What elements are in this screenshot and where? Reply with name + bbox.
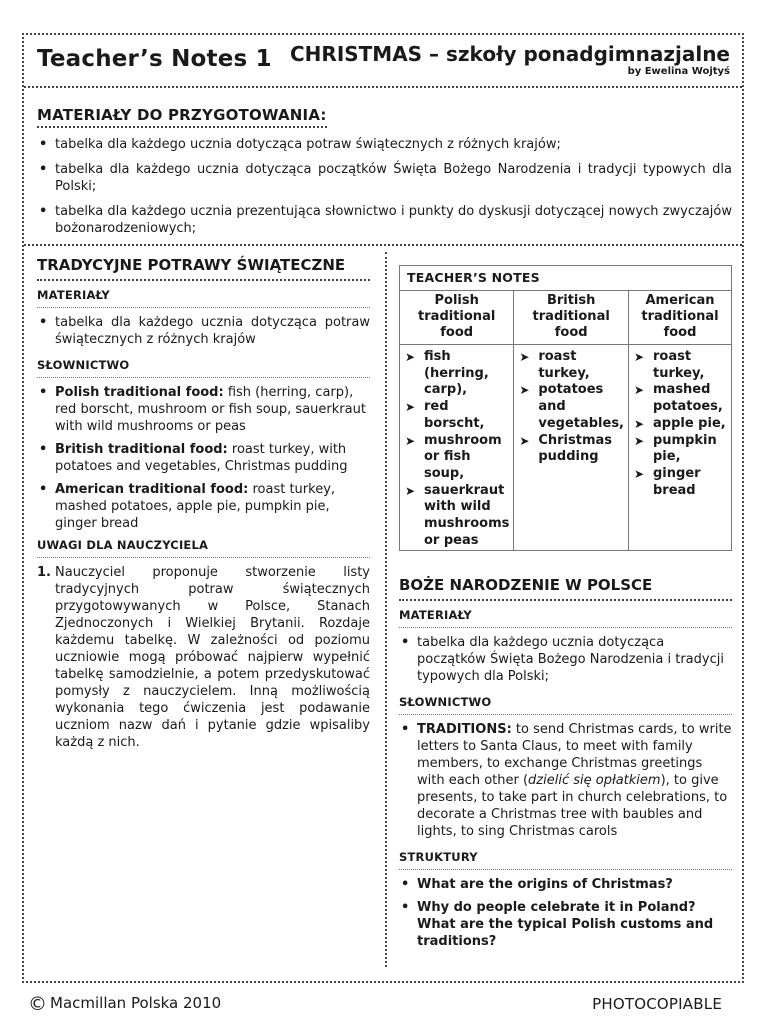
vocab-text: fish (herring, carp), red borscht, mushroom or fish soup, sauerkraut with wild mushrooms or peas [55,385,366,434]
item-text: ginger bread [653,465,701,498]
christmas-section-title: BOŻE NARODZENIE W POLSCE [399,576,653,594]
structures-list [399,876,732,950]
list-item [37,441,370,475]
materials-list [37,136,732,245]
vocab-italic: dzielić się opłatkiem [528,773,661,788]
christmas-materials-list [399,634,732,685]
copyright-icon: © [28,993,47,1015]
table-item [634,349,727,382]
arrow-bullet-icon: ➤ [634,416,645,431]
item-text: sauerkraut with wild mushrooms or peas [424,482,510,548]
section-divider [24,244,742,246]
table-column-british [514,291,629,551]
arrow-bullet-icon: ➤ [405,350,416,364]
vocab-text: to send Christmas cards, to write letters to Santa Claus, to meet with family members, to exchange Christmas greetings with each other ( [417,722,732,788]
header-text: Polish traditional food [418,293,496,340]
arrow-bullet-icon: ➤ [405,433,416,448]
table-column-polish [400,291,514,551]
christmas-vocab-heading: SŁOWNICTWO [399,695,492,709]
table-cell [400,345,513,549]
table-cell [514,345,628,466]
food-vocab-list [37,384,370,532]
table-item [519,382,624,432]
table-item [405,349,509,399]
arrow-bullet-icon: ➤ [519,383,530,398]
heading-rule [399,714,732,715]
header-text: American traditional food [641,293,719,340]
copyright-notice [28,993,221,1015]
list-item [37,481,370,532]
heading-rule [37,307,370,308]
item-text: apple pie, [653,415,726,431]
teacher-notes-list [37,564,370,751]
item-text: roast turkey, [653,349,705,381]
teacher-notes-title: Teacher’s Notes 1 [37,46,272,72]
arrow-bullet-icon: ➤ [405,483,416,498]
table-item [405,433,509,483]
item-text: Christmas pudding [538,432,613,465]
vocab-text: roast turkey, with potatoes and vegetables, Christmas pudding [55,442,348,474]
teachers-notes-table [399,265,732,551]
table-item [634,433,727,466]
list-item: • tabelka dla każdego ucznia prezentująca słownictwo i punkty do dyskusji dotyczącej nowych zwyczajów bożonarodzeniowych; [37,203,732,237]
arrow-bullet-icon: ➤ [634,350,645,364]
teacher-notes-heading: UWAGI DLA NAUCZYCIELA [37,538,209,552]
food-materials-heading: MATERIAŁY [37,288,110,302]
materials-section-title: MATERIAŁY DO PRZYGOTOWANIA: [37,106,327,124]
list-item [37,384,370,435]
food-section [37,256,370,757]
list-item: • tabelka dla każdego ucznia dotycząca potraw świątecznych z różnych krajów; [37,136,732,153]
list-item: • tabelka dla każdego ucznia dotycząca potraw świątecznych z różnych krajów [37,314,370,348]
table-item [634,382,727,415]
arrow-bullet-icon: ➤ [405,400,416,415]
table-cell [629,345,731,499]
materials-title-underline [37,126,327,128]
vocab-text: ), to give presents, to take part in church celebrations, to decorate a Christmas tree with baubles and lights, to sing Christmas carols [417,773,728,839]
topic-title: CHRISTMAS – szkoły ponadgimnazjalne [290,42,730,66]
vocab-label: American traditional food: [55,482,249,497]
table-header [400,291,513,345]
table-item [634,466,727,499]
vocab-text: roast turkey, mashed potatoes, apple pie, pumpkin pie, ginger bread [55,482,336,531]
list-item: • Why do people celebrate it in Poland? What are the typical Polish customs and traditions? [399,899,732,950]
list-item: • tabelka dla każdego ucznia dotycząca początków Święta Bożego Narodzenia i tradycji typowych dla Polski; [37,161,732,195]
item-text: pumpkin pie, [653,432,717,465]
table-item [405,399,509,432]
table-item [519,433,624,466]
item-text: mashed potatoes, [653,382,723,415]
arrow-bullet-icon: ➤ [634,433,645,448]
heading-rule [399,627,732,628]
food-vocab-heading: SŁOWNICTWO [37,358,130,372]
christmas-vocab-list [399,721,732,840]
table-title: TEACHER’S NOTES [400,266,731,291]
heading-rule [37,377,370,378]
table-header [629,291,731,345]
table-item [405,483,509,550]
note-text: Nauczyciel proponuje stworzenie listy tradycyjnych potraw świątecznych przygotowywanych w Polsce, Stanach Zjednoczonych i Wielkiej Brytanii. Rozdaje każdemu tabelkę. W zależności od poziomu uczniowie mogą próbować najpierw wypełnić tabelkę samodzielnie, a potem przedyskutować pomysły z nauczycielem. Inną możliwością wykonania tego ćwiczenia jest podawanie uczniom nazw dań i pytanie gdzie wpisaliby każdą z nich. [55,565,370,750]
column-divider [385,252,387,967]
item-text: potatoes and vegetables, [538,382,624,431]
item-text: roast turkey, [538,349,590,381]
list-item [399,721,732,840]
photocopiable-label: PHOTOCOPIABLE [592,995,722,1013]
item-text: red borscht, [424,399,485,431]
table-item [519,349,624,382]
arrow-bullet-icon: ➤ [634,466,645,481]
heading-rule [399,869,732,870]
food-materials-list [37,314,370,348]
table-grid [400,291,731,551]
heading-rule [37,557,370,558]
vocab-label: Polish traditional food: [55,385,224,400]
structures-heading: STRUKTURY [399,850,478,864]
list-item: • What are the origins of Christmas? [399,876,732,893]
table-header [514,291,628,345]
arrow-bullet-icon: ➤ [519,433,530,448]
food-section-title: TRADYCYJNE POTRAWY ŚWIĄTECZNE [37,256,346,274]
vocab-label: TRADITIONS: [417,722,512,737]
author-credit: by Ewelina Wojtyś [627,66,730,77]
vocab-label: British traditional food: [55,442,228,457]
food-title-underline [37,279,370,281]
list-item: • tabelka dla każdego ucznia dotycząca początków Święta Bożego Narodzenia i tradycji typowych dla Polski; [399,634,732,685]
arrow-bullet-icon: ➤ [634,383,645,398]
christmas-section [399,576,732,956]
item-text: mushroom or fish soup, [424,432,502,481]
table-column-american [629,291,731,551]
header-divider [24,86,742,88]
christmas-title-underline [399,599,732,601]
item-number: 1. [37,565,51,580]
table-item [634,416,727,433]
publisher-text: Macmillan Polska 2010 [50,994,222,1012]
arrow-bullet-icon: ➤ [519,350,530,364]
header-text: British traditional food [532,293,610,340]
list-item [37,564,370,751]
christmas-materials-heading: MATERIAŁY [399,608,472,622]
item-text: fish (herring, carp), [424,349,489,398]
